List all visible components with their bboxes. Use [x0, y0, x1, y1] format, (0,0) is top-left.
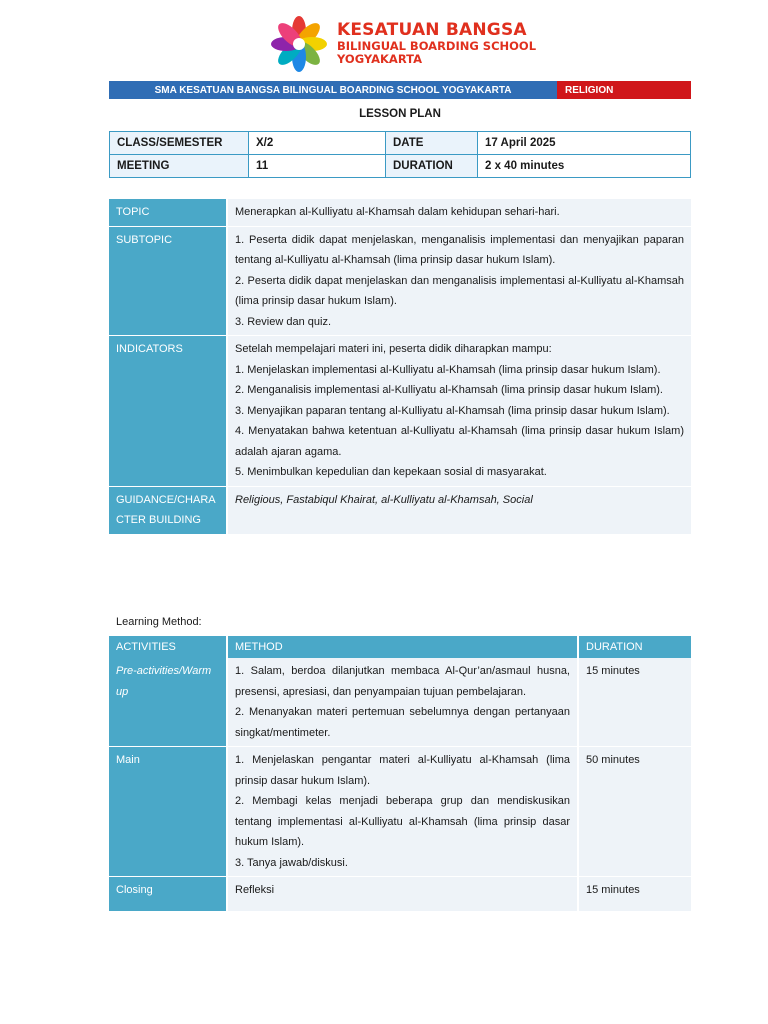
guidance-text: Religious, Fastabiqul Khairat, al-Kulliyatu al-Khamsah, Social — [227, 486, 691, 534]
method-cell — [227, 658, 578, 747]
banner-subject: RELIGION — [557, 81, 691, 99]
indicators-list — [227, 336, 691, 487]
indicators-row — [109, 336, 691, 487]
learning-method-table — [109, 636, 691, 912]
guidance-row — [109, 486, 691, 534]
indicator-item: 1. Menjelaskan implementasi al-Kulliyatu al-Khamsah (lima prinsip dasar hukum Islam). — [235, 363, 661, 376]
date-label: DATE — [386, 132, 478, 155]
brand-line-2: BILINGUAL BOARDING SCHOOL — [337, 39, 537, 53]
learning-method-label: Learning Method: — [116, 616, 202, 628]
activity-cell: Pre-activities/Warm up — [109, 658, 227, 747]
subtopic-row — [109, 226, 691, 336]
method-row-closing — [109, 877, 691, 912]
subtopic-label: SUBTOPIC — [109, 226, 227, 336]
date-value: 17 April 2025 — [478, 132, 691, 155]
subtopic-item: 1. Peserta didik dapat menjelaskan, menganalisis implementasi dan menyajikan paparan tentang al-Kulliyatu al-Khamsah (lima prinsip dasar hukum Islam). — [235, 233, 684, 266]
method-step: 1. Menjelaskan pengantar materi al-Kulliyatu al-Khamsah (lima prinsip dasar hukum Islam). — [235, 754, 570, 787]
method-cell — [227, 747, 578, 877]
activity-cell: Main — [109, 747, 227, 877]
method-step: 2. Menanyakan materi pertemuan sebelumnya dengan pertanyaan singkat/mentimeter. — [235, 706, 570, 739]
school-banner — [109, 81, 691, 99]
method-step: 1. Salam, berdoa dilanjutkan membaca Al-Qur’an/asmaul husna, presensi, apresiasi, dan penyampaian tujuan pembelajaran. — [235, 665, 570, 698]
subtopic-item: 3. Review dan quiz. — [235, 315, 331, 328]
duration-value: 2 x 40 minutes — [478, 155, 691, 178]
method-step: Refleksi — [235, 884, 275, 896]
school-logo — [265, 12, 565, 76]
method-cell — [227, 877, 578, 912]
meeting-value: 11 — [249, 155, 386, 178]
lesson-detail-table — [109, 199, 691, 535]
lesson-info-table — [109, 131, 691, 178]
method-header-row — [109, 636, 691, 658]
subtopic-list — [227, 226, 691, 336]
class-label: CLASS/SEMESTER — [110, 132, 249, 155]
header-method: METHOD — [227, 636, 578, 658]
brand-name: KESATUAN BANGSA — [337, 20, 527, 40]
duration-label: DURATION — [386, 155, 478, 178]
method-row-pre — [109, 658, 691, 747]
topic-label: TOPIC — [109, 199, 227, 226]
indicator-item: 3. Menyajikan paparan tentang al-Kulliyatu al-Khamsah (lima prinsip dasar hukum Islam). — [235, 404, 670, 417]
duration-cell: 50 minutes — [578, 747, 691, 877]
method-step: 2. Membagi kelas menjadi beberapa grup dan mendiskusikan tentang implementasi al-Kulliyatu al-Khamsah (lima prinsip dasar hukum Islam). — [235, 795, 570, 848]
activity-cell: Closing — [109, 877, 227, 912]
topic-row — [109, 199, 691, 226]
info-row — [110, 155, 691, 178]
brand-line-3: YOGYAKARTA — [337, 51, 423, 66]
meeting-label: MEETING — [110, 155, 249, 178]
banner-school-name: SMA KESATUAN BANGSA BILINGUAL BOARDING SCHOOL YOGYAKARTA — [109, 81, 557, 99]
indicator-item: 4. Menyatakan bahwa ketentuan al-Kulliyatu al-Khamsah (lima prinsip dasar hukum Islam) adalah ajaran agama. — [235, 425, 684, 458]
duration-cell: 15 minutes — [578, 877, 691, 912]
subtopic-item: 2. Peserta didik dapat menjelaskan dan menganalisis implementasi al-Kulliyatu al-Khamsah (lima prinsip dasar hukum Islam). — [235, 274, 684, 307]
class-value: X/2 — [249, 132, 386, 155]
flower-logo-icon — [267, 14, 331, 74]
indicators-intro: Setelah mempelajari materi ini, peserta didik diharapkan mampu: — [235, 343, 552, 355]
method-step: 3. Tanya jawab/diskusi. — [235, 856, 348, 869]
indicator-item: 5. Menimbulkan kepedulian dan kepekaan sosial di masyarakat. — [235, 466, 547, 478]
document-title: LESSON PLAN — [359, 108, 441, 120]
info-row — [110, 132, 691, 155]
duration-cell: 15 minutes — [578, 658, 691, 747]
indicators-label: INDICATORS — [109, 336, 227, 487]
guidance-label: GUIDANCE/CHARACTER BUILDING — [109, 486, 227, 534]
topic-text: Menerapkan al-Kulliyatu al-Khamsah dalam kehidupan sehari-hari. — [227, 199, 691, 226]
header-duration: DURATION — [578, 636, 691, 658]
method-row-main — [109, 747, 691, 877]
header-activities: ACTIVITIES — [109, 636, 227, 658]
indicator-item: 2. Menganalisis implementasi al-Kulliyatu al-Khamsah (lima prinsip dasar hukum Islam). — [235, 384, 663, 396]
brand-text — [337, 22, 536, 65]
